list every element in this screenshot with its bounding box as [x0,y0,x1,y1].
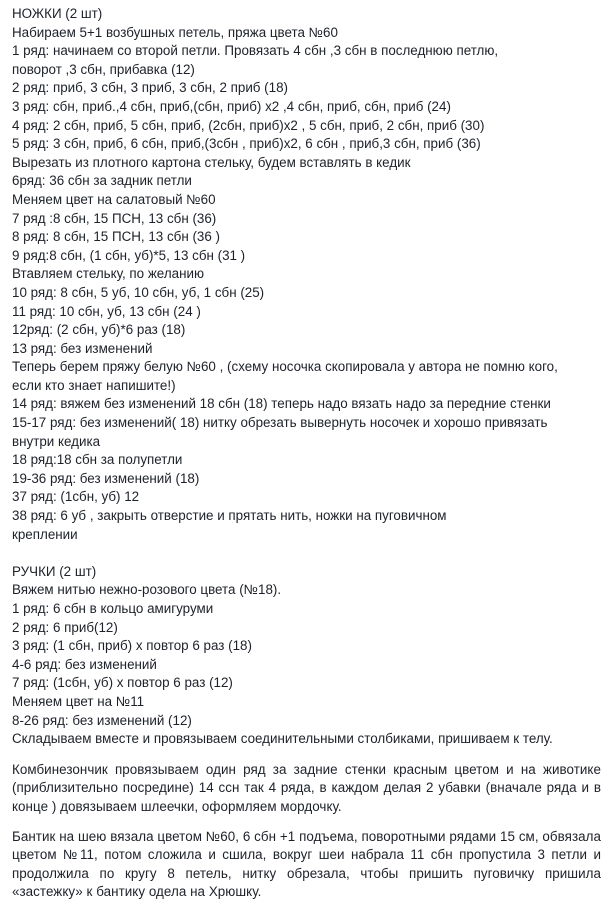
text-line: 14 ряд: вяжем без изменений 18 сбн (18) теперь надо вязать надо за передние стенки [12,396,551,412]
legs-section [12,5,601,544]
text-line: 4 ряд: 2 сбн, приб, 5 сбн, приб, (2сбн, приб)х2 , 5 сбн, приб, 2 сбн, приб (30) [12,117,485,133]
section-gap [12,544,601,563]
text-line: 12ряд: (2 сбн, уб)*6 раз (18) [12,322,186,338]
text-line: Вырезать из плотного картона стельку, будем вставлять в кедик [12,154,411,170]
text-line: Меняем цвет на салатовый №60 [12,191,216,207]
text-line: 4-6 ряд: без изменений [12,656,157,672]
text-line: 1 ряд: 6 сбн в кольцо амигуруми [12,601,214,616]
text-line: Набираем 5+1 возбушных петель, пряжа цвета №60 [12,24,338,40]
text-line: 11 ряд: 10 сбн, уб, 13 сбн (24 ) [12,303,201,319]
legs-heading: НОЖКИ (2 шт) [12,6,103,21]
text-line: 8 ряд: 8 сбн, 15 ПСН, 13 сбн (36 ) [12,229,220,245]
text-line: 37 ряд: (1сбн, уб) 12 [12,489,140,505]
text-line: 2 ряд: приб, 3 сбн, 3 приб, 3 сбн, 2 приб (18) [12,80,288,96]
text-line: 18 ряд:18 сбн за полупетли [12,452,183,468]
text-line: Меняем цвет на №11 [12,693,145,709]
text-line: 2 ряд: 6 приб(12) [12,619,118,635]
text-line: 7 ряд :8 сбн, 15 ПСН, 13 сбн (36) [12,210,217,226]
text-line: 8-26 ряд: без изменений (12) [12,712,192,728]
arms-heading: РУЧКИ (2 шт) [12,563,97,579]
text-line: 15-17 ряд: без изменений( 18) нитку обрезать вывернуть носочек и хорошо привязать [12,415,548,431]
text-line: 3 ряд: (1 сбн, приб) х повтор 6 раз (18) [12,638,252,654]
text-line: 7 ряд: (1сбн, уб) х повтор 6 раз (12) [12,675,233,691]
text-line: креплении [12,526,78,542]
text-line: 38 ряд: 6 уб , закрыть отверстие и прятать нить, ножки на пуговичном [12,508,447,524]
text-line: 13 ряд: без изменений [12,340,153,356]
text-line: Складываем вместе и провязываем соединительными столбиками, пришиваем к телу. [12,731,553,747]
text-line: 10 ряд: 8 сбн, 5 уб, 10 сбн, уб, 1 сбн (25) [12,284,265,300]
jumpsuit-paragraph: Комбинезончик провязываем один ряд за задние стенки красным цветом и на животике (приблизительно посредине) 14 ссн так 4 ряда, в каждом делая 2 убавки (вначале ряда и в конце ) довязываем шлеечки, оформляем мордочку. [12,761,601,814]
text-line: 5 ряд: 3 сбн, приб, 6 сбн, приб,(3сбн , приб)х2, 6 сбн , приб,3 сбн, приб (36) [12,136,481,152]
text-line: Теперь берем пряжу белую №60 , (схему носочка скопировала у автора не помню кого, [12,359,558,375]
text-line: если кто знает напишите!) [12,377,176,393]
text-line: 6ряд: 36 сбн за задник петли [12,173,192,189]
arms-section [12,563,601,749]
text-line: Вяжем нитью нежно-розового цвета (№18). [12,582,282,598]
text-line: 19-36 ряд: без изменений (18) [12,470,200,486]
bow-paragraph: Бантик на шею вязала цветом №60, 6 сбн +1 подъема, поворотными рядами 15 см, обвязала цветом №11, потом сложила и сшила, вокруг шеи набрала 11 сбн пропустила 3 петли и продолжила по кругу 8 петель, нитку обрезала, чтобы пришить пуговичку пришила «застежку» к бантику одела на Хрюшку. [12,828,601,900]
text-line: 3 ряд: сбн, приб.,4 сбн, приб,(сбн, приб) х2 ,4 сбн, приб, сбн, приб (24) [12,98,451,114]
text-line: Втавляем стельку, по желанию [12,266,204,282]
text-line: внутри кедика [12,433,101,449]
text-line: 1 ряд: начинаем со второй петли. Провязать 4 сбн ,3 сбн в последнюю петлю, [12,43,499,59]
text-line: 9 ряд:8 сбн, (1 сбн, уб)*5, 13 сбн (31 ) [12,247,246,263]
text-line: поворот ,3 сбн, прибавка (12) [12,61,195,77]
